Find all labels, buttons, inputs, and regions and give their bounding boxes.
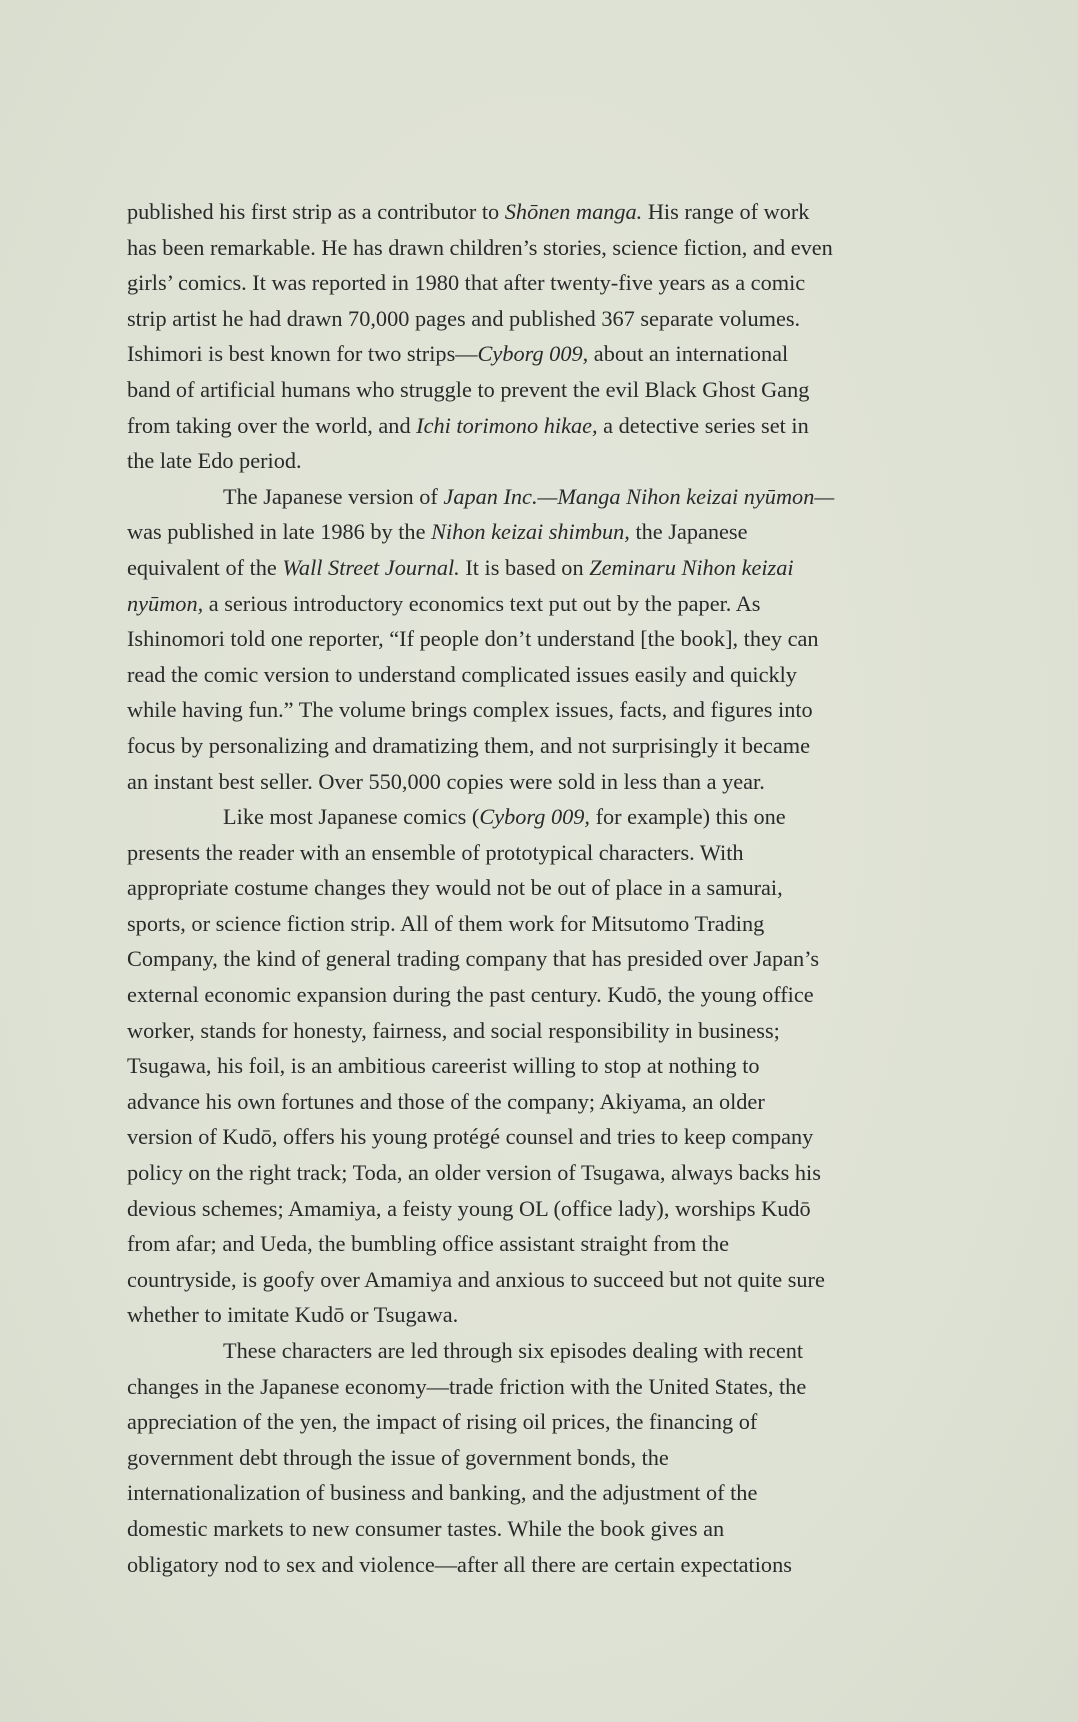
text-line [127,550,997,586]
text-line [127,941,997,977]
text-run: the late Edo period. [127,448,302,474]
text-line [127,621,997,657]
text-run: internationalization of business and banking, and the adjustment of the [127,1480,758,1506]
italic-title: Cyborg 009, [477,341,589,367]
text-run: appropriate costume changes they would not be out of place in a samurai, [127,875,783,901]
paragraph [127,194,997,479]
paragraph [127,799,997,1333]
text-run: an instant best seller. Over 550,000 copies were sold in less than a year. [127,768,765,794]
text-line [127,1297,997,1333]
text-run: from taking over the world, and [127,412,417,438]
text-run: His range of work [642,199,810,224]
text-run: Ishimori is best known for two strips— [127,341,478,367]
text-line [127,372,997,408]
text-line [127,479,997,515]
text-run: a serious introductory economics text put out by the paper. As [203,590,761,616]
text-line [127,301,997,337]
text-run: devious schemes; Amamiya, a feisty young OL (office lady), worships Kudō [127,1195,811,1221]
text-run: government debt through the issue of government bonds, the [127,1444,669,1470]
text-run: read the comic version to understand complicated issues easily and quickly [127,661,797,687]
text-run: The Japanese version of [223,483,444,509]
text-line [127,870,997,906]
text-run: a detective series set in [597,412,809,438]
text-line [127,514,997,550]
text-line [127,1084,997,1120]
body-text [127,194,997,1582]
text-run: appreciation of the yen, the impact of rising oil prices, the financing of [127,1409,758,1435]
text-line [127,408,997,444]
text-line [127,1511,997,1547]
text-run: Like most Japanese comics ( [223,804,480,830]
text-line [127,194,997,230]
text-line [127,443,997,479]
text-run: domestic markets to new consumer tastes. While the book gives an [127,1515,725,1541]
text-line [127,336,997,372]
text-run: changes in the Japanese economy—trade friction with the United States, the [127,1373,807,1399]
text-line [127,799,997,835]
text-run: published his first strip as a contributor to [127,199,505,224]
text-run: external economic expansion during the past century. Kudō, the young office [127,982,814,1008]
text-line [127,1475,997,1511]
text-run: has been remarkable. He has drawn children’s stories, science fiction, and even [127,234,833,260]
italic-title: Ichi torimono hikae, [416,412,598,438]
text-run: sports, or science fiction strip. All of them work for Mitsutomo Trading [127,910,765,936]
text-line [127,906,997,942]
italic-title: Nihon keizai shimbun, [431,519,630,545]
text-line [127,835,997,871]
text-line [127,1262,997,1298]
text-run: Tsugawa, his foil, is an ambitious careerist willing to stop at nothing to [127,1053,760,1079]
text-line [127,692,997,728]
text-run: whether to imitate Kudō or Tsugawa. [127,1302,459,1328]
text-line [127,1013,997,1049]
text-line [127,586,997,622]
text-line [127,265,997,301]
text-run: Ishinomori told one reporter, “If people don’t understand [the book], they can [127,626,819,652]
text-run: advance his own fortunes and those of the company; Akiyama, an older [127,1088,765,1114]
text-line [127,1155,997,1191]
text-line [127,1048,997,1084]
text-line [127,1369,997,1405]
text-line [127,977,997,1013]
text-run: worker, stands for honesty, fairness, and social responsibility in business; [127,1017,780,1043]
text-run: from afar; and Ueda, the bumbling office assistant straight from the [127,1231,730,1257]
text-run: version of Kudō, offers his young protégé counsel and tries to keep company [127,1124,814,1150]
text-line [127,728,997,764]
paragraph [127,479,997,799]
text-run: for example) this one [590,804,786,830]
text-run: about an international [588,341,789,367]
text-line [127,1226,997,1262]
text-run: the Japanese [629,519,748,545]
text-run: girls’ comics. It was reported in 1980 that after twenty-five years as a comic [127,270,806,296]
text-run: while having fun.” The volume brings complex issues, facts, and figures into [127,697,813,723]
text-line [127,764,997,800]
text-run: It is based on [459,554,590,580]
text-run: Company, the kind of general trading company that has presided over Japan’s [127,946,820,972]
text-run: was published in late 1986 by the [127,519,432,545]
text-run: countryside, is goofy over Amamiya and anxious to succeed but not quite sure [127,1266,825,1292]
text-line [127,230,997,266]
text-run: policy on the right track; Toda, an older version of Tsugawa, always backs his [127,1160,821,1186]
text-run: focus by personalizing and dramatizing them, and not surprisingly it became [127,732,810,758]
text-line [127,1191,997,1227]
text-run: band of artificial humans who struggle to prevent the evil Black Ghost Gang [127,376,810,402]
text-line [127,1547,997,1583]
text-line [127,1119,997,1155]
italic-title: Wall Street Journal. [282,554,460,580]
italic-title: Japan Inc.—Manga Nihon keizai nyūmon— [443,483,835,509]
italic-title: Zeminaru Nihon keizai [589,554,794,580]
text-run: strip artist he had drawn 70,000 pages and published 367 separate volumes. [127,305,801,331]
text-line [127,657,997,693]
text-run: obligatory nod to sex and violence—after all there are certain expectations [127,1551,792,1577]
paragraph [127,1333,997,1582]
text-run: presents the reader with an ensemble of prototypical characters. With [127,839,744,865]
text-line [127,1404,997,1440]
italic-title: Shōnen manga. [504,199,643,224]
text-line [127,1440,997,1476]
text-run: These characters are led through six episodes dealing with recent [223,1338,804,1363]
text-run: equivalent of the [127,554,283,580]
italic-title: Cyborg 009, [479,804,591,830]
italic-title: nyūmon, [127,590,204,616]
text-line [127,1333,997,1369]
